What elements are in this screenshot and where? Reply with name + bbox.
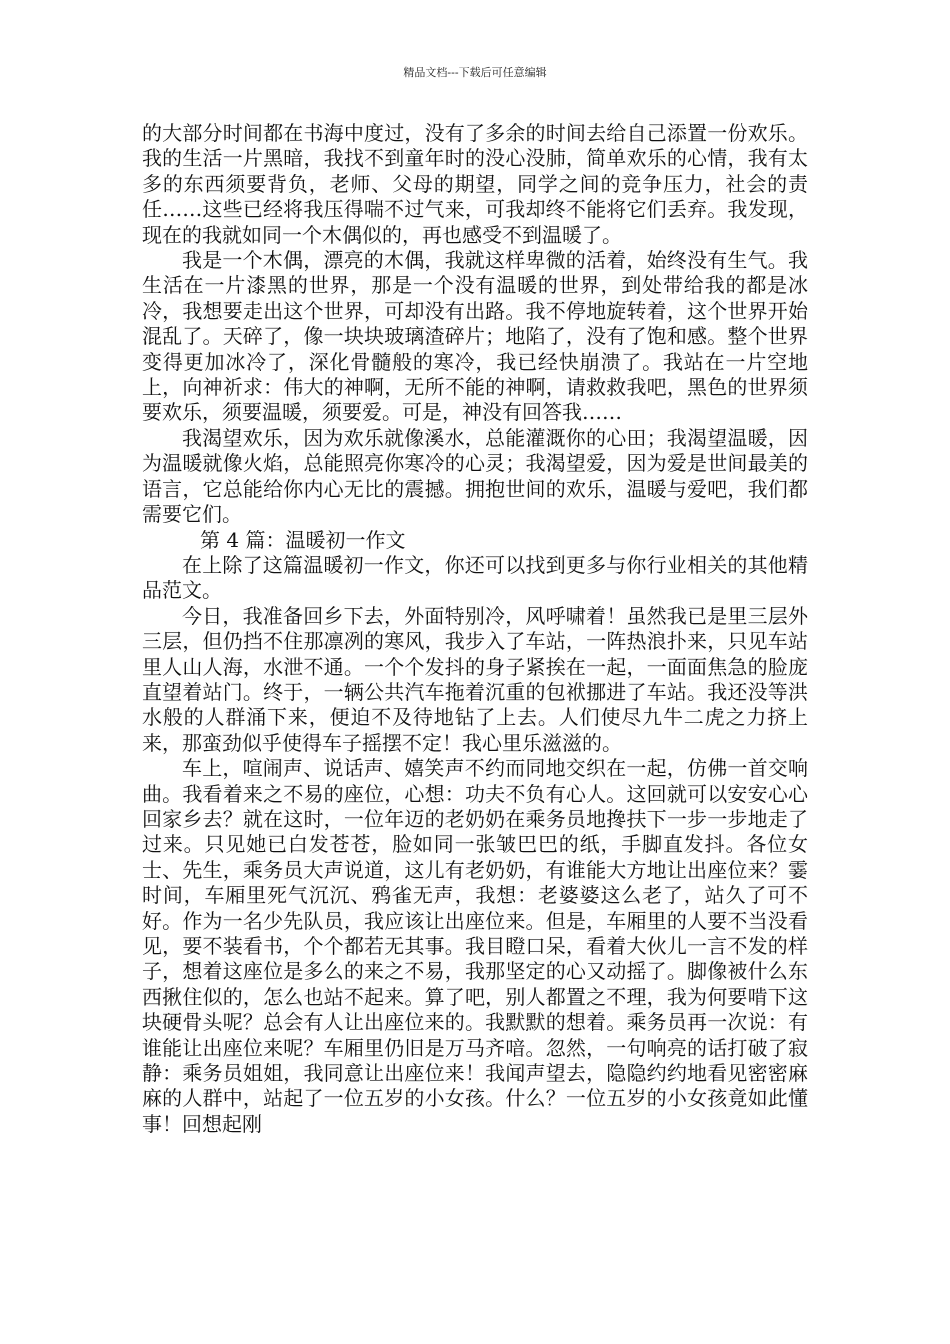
document-body [142,121,808,1137]
paragraph-6: 车上，喧闹声、说话声、嬉笑声不约而同地交织在一起，仿佛一首交响曲。我看着来之不易的座位，心想：功夫不负有心人。这回就可以安安心心回家乡去？就在这时，一位年迈的老奶奶在乘务员地搀扶下一步一步地走了过来。只见她已白发苍苍，脸如同一张皱巴巴的纸，手脚直发抖。各位女士、先生，乘务员大声说道，这儿有老奶奶，有谁能大方地让出座位来？霎时间，车厢里死气沉沉、鸦雀无声，我想：老婆婆这么老了，站久了可不好。作为一名少先队员，我应该让出座位来。但是，车厢里的人要不当没看见，要不装看书，个个都若无其事。我目瞪口呆，看着大伙儿一言不发的样子，想着这座位是多么的来之不易，我那坚定的心又动摇了。脚像被什么东西揪住似的，怎么也站不起来。算了吧，别人都置之不理，我为何要啃下这块硬骨头呢？总会有人让出座位来的。我默默的想着。乘务员再一次说：有谁能让出座位来呢？车厢里仍旧是万马齐喑。忽然，一句响亮的话打破了寂静：乘务员姐姐，我同意让出座位来！我闻声望去，隐隐约约地看见密密麻麻的人群中，站起了一位五岁的小女孩。什么？一位五岁的小女孩竟如此懂事！回想起刚 [142,756,808,1136]
page-header: 精品文档---下载后可任意编辑 [403,66,547,79]
paragraph-5: 今日，我准备回乡下去，外面特别冷，风呼啸着！虽然我已是里三层外三层，但仍挡不住那凛冽的寒风，我步入了车站，一阵热浪扑来，只见车站里人山人海，水泄不通。一个个发抖的身子紧挨在一起，一面面焦急的脸庞直望着站门。终于，一辆公共汽车拖着沉重的包袱挪进了车站。我还没等洪水般的人群涌下来，便迫不及待地钻了上去。人们使尽九牛二虎之力挤上来，那蛮劲似乎使得车子摇摆不定！我心里乐滋滋的。 [142,603,808,755]
section-heading: 第 4 篇：温暖初一作文 [200,527,406,552]
paragraph-1: 的大部分时间都在书海中度过，没有了多余的时间去给自己添置一份欢乐。我的生活一片黑暗，我找不到童年时的没心没肺，简单欢乐的心情，我有太多的东西须要背负，老师、父母的期望，同学之间的竞争压力，社会的责任……这些已经将我压得喘不过气来，可我却终不能将它们丢弃。我发现，现在的我就如同一个木偶似的，再也感受不到温暖了。 [142,121,808,247]
paragraph-2: 我是一个木偶，漂亮的木偶，我就这样卑微的活着，始终没有生气。我生活在一片漆黑的世界，那是一个没有温暖的世界，到处带给我的都是冰冷，我想要走出这个世界，可却没有出路。我不停地旋转着，这个世界开始混乱了。天碎了，像一块块玻璃渣碎片；地陷了，没有了饱和感。整个世界变得更加冰冷了，深化骨髓般的寒冷，我已经快崩溃了。我站在一片空地上，向神祈求：伟大的神啊，无所不能的神啊，请救救我吧，黑色的世界须要欢乐，须要温暖，须要爱。可是，神没有回答我…… [142,248,808,425]
paragraph-4: 在上除了这篇温暖初一作文，你还可以找到更多与你行业相关的其他精品范文。 [142,552,808,603]
paragraph-3: 我渴望欢乐，因为欢乐就像溪水，总能灌溉你的心田；我渴望温暖，因为温暖就像火焰，总能照亮你寒冷的心灵；我渴望爱，因为爱是世间最美的语言，它总能给你内心无比的震撼。拥抱世间的欢乐，温暖与爱吧，我们都需要它们。 [142,425,808,527]
